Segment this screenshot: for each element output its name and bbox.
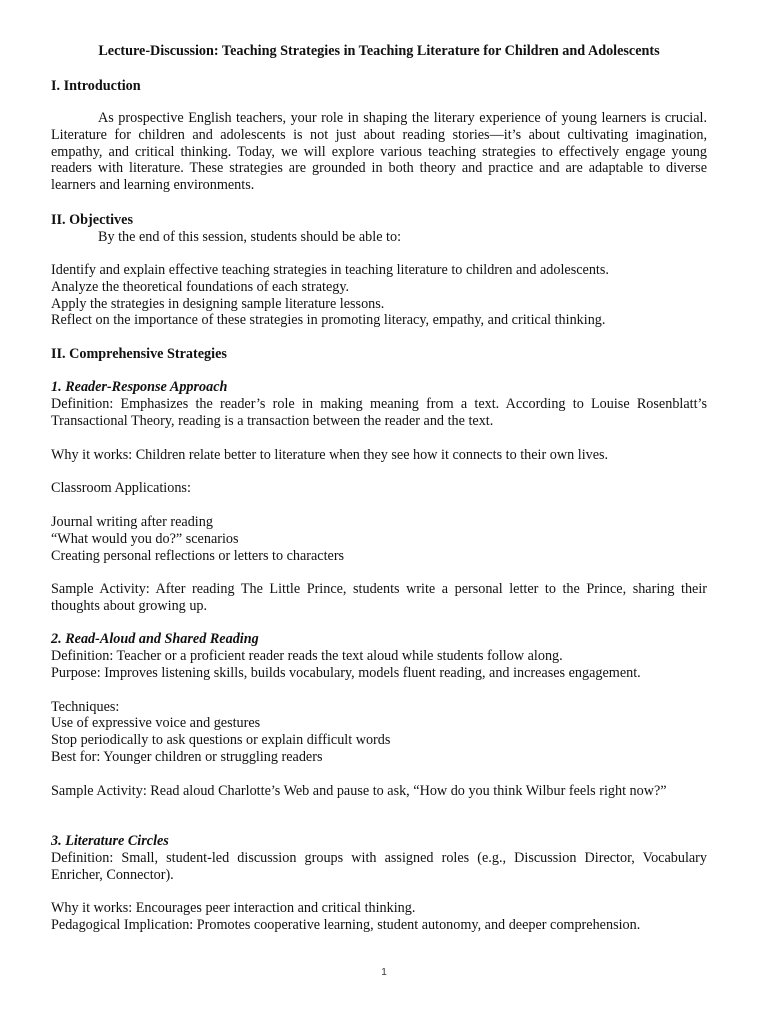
- read-aloud-purpose: Purpose: Improves listening skills, builds vocabulary, models fluent reading, and increases engagement.: [51, 665, 641, 681]
- literature-circles-why: Why it works: Encourages peer interaction and critical thinking.: [51, 900, 416, 916]
- reader-response-definition: Definition: Emphasizes the reader’s role in making meaning from a text. According to Louise Rosenblatt’s Transactional Theory, reading is a transaction between the reader and the text.: [51, 396, 707, 429]
- application-item: Journal writing after reading: [51, 514, 213, 530]
- literature-circles-definition: Definition: Small, student-led discussion groups with assigned roles (e.g., Discussion Director, Vocabulary Enricher, Connector).: [51, 850, 707, 883]
- objectives-lead: By the end of this session, students should be able to:: [98, 229, 402, 245]
- reader-response-applications-list: [51, 514, 707, 564]
- objective-item: Identify and explain effective teaching strategies in teaching literature to children and adolescents.: [51, 262, 609, 278]
- reader-response-title: 1. Reader-Response Approach: [51, 379, 228, 395]
- read-aloud-techniques-list: [51, 715, 707, 765]
- introduction-paragraph: As prospective English teachers, your role in shaping the literary experience of young learners is crucial. Literature for children and adolescents is not just about reading stories—it’s about cultivating imagination, empathy, and critical thinking. Today, we will explore various teaching strategies to effectively engage young readers with literature. These strategies are grounded in both theory and practice and are adaptable to diverse learners and learning environments.: [51, 110, 707, 194]
- reader-response-sample-activity: Sample Activity: After reading The Little Prince, students write a personal letter to the Prince, sharing their thoughts about growing up.: [51, 581, 707, 614]
- objective-item: Analyze the theoretical foundations of each strategy.: [51, 278, 350, 295]
- document-title: Lecture-Discussion: Teaching Strategies in Teaching Literature for Children and Adolescents: [98, 43, 660, 59]
- reader-response-why: Why it works: Children relate better to literature when they see how it connects to their own lives.: [51, 447, 609, 463]
- read-aloud-title: 2. Read-Aloud and Shared Reading: [51, 631, 259, 647]
- introduction-heading: I. Introduction: [51, 78, 141, 94]
- literature-circles-title: 3. Literature Circles: [51, 833, 169, 849]
- application-item: Creating personal reflections or letters to characters: [51, 547, 345, 564]
- technique-item: Best for: Younger children or struggling readers: [51, 748, 323, 765]
- read-aloud-techniques-label: Techniques:: [51, 699, 120, 715]
- objectives-list: [51, 262, 707, 329]
- objectives-heading: II. Objectives: [51, 212, 133, 228]
- technique-item: Use of expressive voice and gestures: [51, 715, 261, 731]
- page-number: 1: [381, 967, 387, 978]
- read-aloud-definition: Definition: Teacher or a proficient reader reads the text aloud while students follow along.: [51, 648, 563, 664]
- objective-item: Reflect on the importance of these strategies in promoting literacy, empathy, and critical thinking.: [51, 312, 606, 329]
- read-aloud-sample-activity: Sample Activity: Read aloud Charlotte’s Web and pause to ask, “How do you think Wilbur feels right now?”: [51, 783, 667, 799]
- strategies-heading: II. Comprehensive Strategies: [51, 346, 227, 362]
- reader-response-applications-label: Classroom Applications:: [51, 480, 191, 496]
- literature-circles-implication: Pedagogical Implication: Promotes cooperative learning, student autonomy, and deeper comprehension.: [51, 917, 641, 933]
- technique-item: Stop periodically to ask questions or explain difficult words: [51, 731, 391, 748]
- objective-item: Apply the strategies in designing sample literature lessons.: [51, 295, 385, 312]
- application-item: “What would you do?” scenarios: [51, 530, 239, 547]
